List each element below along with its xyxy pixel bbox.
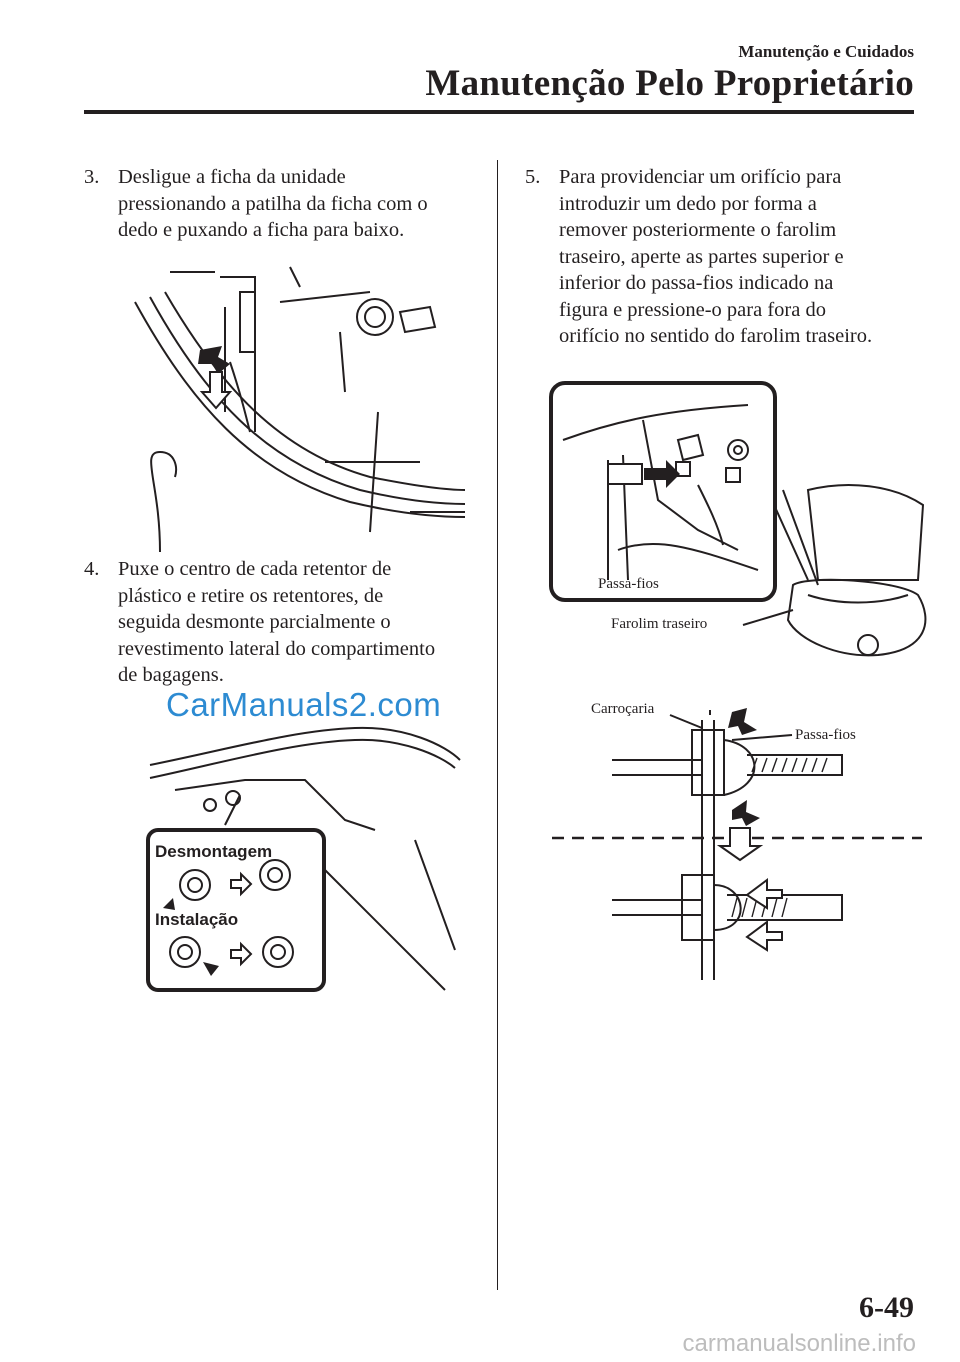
step-text: Puxe o centro de cada retentor de plástico e retire os retentores, de seguida desmonte parcialmente o revestimento lateral do compartimento de bagagens. bbox=[118, 558, 436, 686]
retainer-install-label: Instalação bbox=[155, 910, 239, 929]
connector-illustration bbox=[130, 262, 470, 552]
tail-lamp-label: Farolim traseiro bbox=[611, 616, 708, 632]
grommet-illustration bbox=[552, 700, 922, 980]
step-text: Desligue a ficha da unidade pressionando a patilha da ficha com o dedo e puxando a ficha para baixo. bbox=[118, 166, 428, 241]
retainer-remove-label: Desmontagem bbox=[155, 842, 273, 861]
column-divider bbox=[497, 160, 498, 1290]
step-number: 3. bbox=[84, 166, 100, 188]
footer-watermark: carmanualsonline.info bbox=[682, 1330, 916, 1357]
body-label: Carroçaria bbox=[591, 701, 655, 717]
step-number: 4. bbox=[84, 558, 100, 580]
step-text: Para providenciar um orifício para introduzir um dedo por forma a remover posteriormente o farolim traseiro, aperte as partes superior e inferior do passa-fios indicado na figura e pressione-o para fora do orifício no sentido do farolim traseiro. bbox=[559, 166, 873, 347]
tail-lamp-illustration bbox=[548, 380, 933, 665]
section-title: Manutenção Pelo Proprietário bbox=[425, 63, 914, 104]
step-4 bbox=[84, 556, 484, 689]
step-number: 5. bbox=[525, 166, 541, 188]
page-number: 6-49 bbox=[859, 1291, 914, 1324]
step-3 bbox=[84, 164, 484, 244]
watermark-logo: CarManuals2.com bbox=[166, 686, 442, 723]
header-rule bbox=[84, 110, 914, 114]
lamp-grommet-label: Passa-fios bbox=[598, 576, 659, 592]
section-subtitle: Manutenção e Cuidados bbox=[738, 42, 914, 61]
step-5 bbox=[525, 164, 925, 350]
grommet-label: Passa-fios bbox=[795, 727, 856, 743]
